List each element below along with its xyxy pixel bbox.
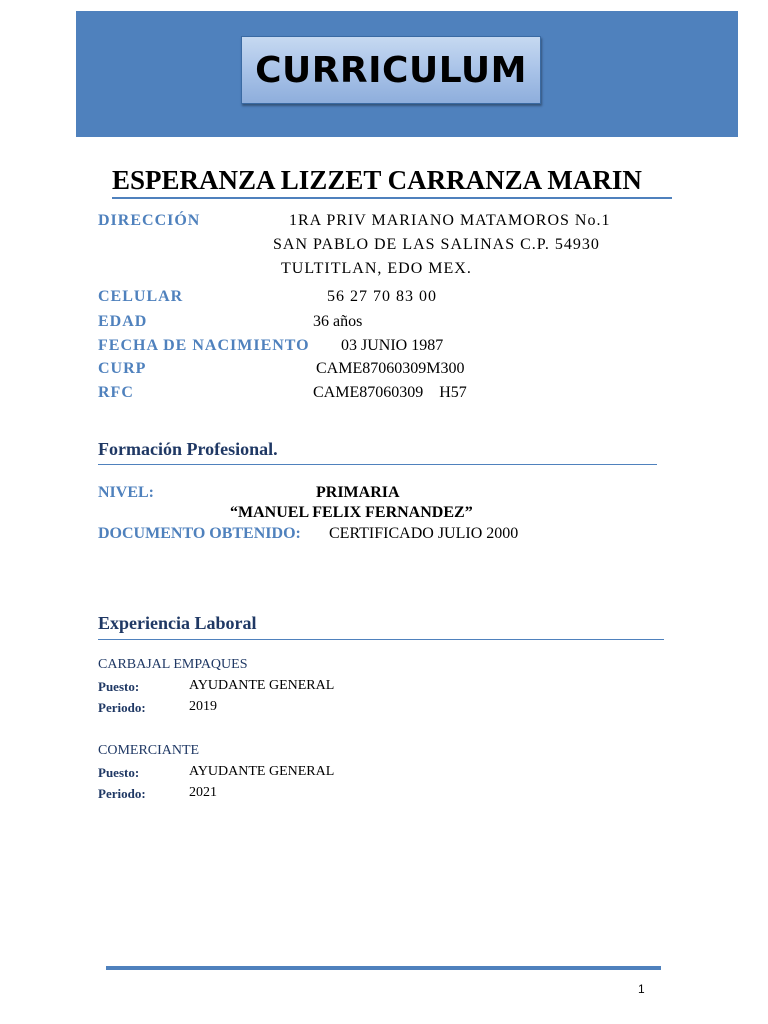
job-company: COMERCIANTE	[98, 743, 200, 758]
document-title: CURRICULUM	[255, 49, 527, 91]
job-puesto-label: Puesto:	[98, 765, 140, 780]
celular-label: CELULAR	[98, 288, 184, 305]
rfc-label: RFC	[98, 384, 134, 401]
direccion-label: DIRECCIÓN	[98, 212, 201, 229]
nivel-label: NIVEL:	[98, 484, 155, 501]
job-puesto-value: AYUDANTE GENERAL	[189, 678, 335, 693]
fecha-nacimiento-value: 03 JUNIO 1987	[341, 337, 444, 354]
fecha-nacimiento-label: FECHA DE NACIMIENTO	[98, 337, 310, 354]
education-section-title: Formación Profesional.	[98, 439, 278, 459]
curp-label: CURP	[98, 360, 147, 377]
job-periodo-label: Periodo:	[98, 786, 146, 801]
nivel-value: PRIMARIA	[316, 484, 400, 501]
person-name: ESPERANZA LIZZET CARRANZA MARIN	[112, 165, 642, 195]
experience-section-title: Experiencia Laboral	[98, 613, 257, 633]
job-periodo-label: Periodo:	[98, 700, 146, 715]
edad-label: EDAD	[98, 313, 148, 330]
page-number: 1	[638, 982, 645, 996]
documento-value: CERTIFICADO JULIO 2000	[329, 525, 519, 542]
name-underline	[112, 197, 672, 199]
documento-label: DOCUMENTO OBTENIDO:	[98, 525, 301, 542]
direccion-line-1: 1RA PRIV MARIANO MATAMOROS No.1	[289, 212, 611, 229]
celular-value: 56 27 70 83 00	[327, 288, 437, 305]
job-puesto-label: Puesto:	[98, 679, 140, 694]
direccion-line-3: TULTITLAN, EDO MEX.	[281, 260, 472, 277]
experience-section-rule	[98, 639, 664, 640]
direccion-line-2: SAN PABLO DE LAS SALINAS C.P. 54930	[273, 236, 600, 253]
job-company: CARBAJAL EMPAQUES	[98, 657, 248, 672]
job-periodo-value: 2019	[189, 699, 217, 714]
rfc-value: CAME87060309 H57	[313, 384, 467, 401]
curp-value: CAME87060309M300	[316, 360, 465, 377]
school-name: “MANUEL FELIX FERNANDEZ”	[230, 504, 473, 521]
title-box	[241, 36, 541, 104]
job-puesto-value: AYUDANTE GENERAL	[189, 764, 335, 779]
footer-rule	[106, 966, 661, 970]
edad-value: 36 años	[313, 313, 363, 330]
education-section-rule	[98, 464, 657, 465]
job-periodo-value: 2021	[189, 785, 217, 800]
